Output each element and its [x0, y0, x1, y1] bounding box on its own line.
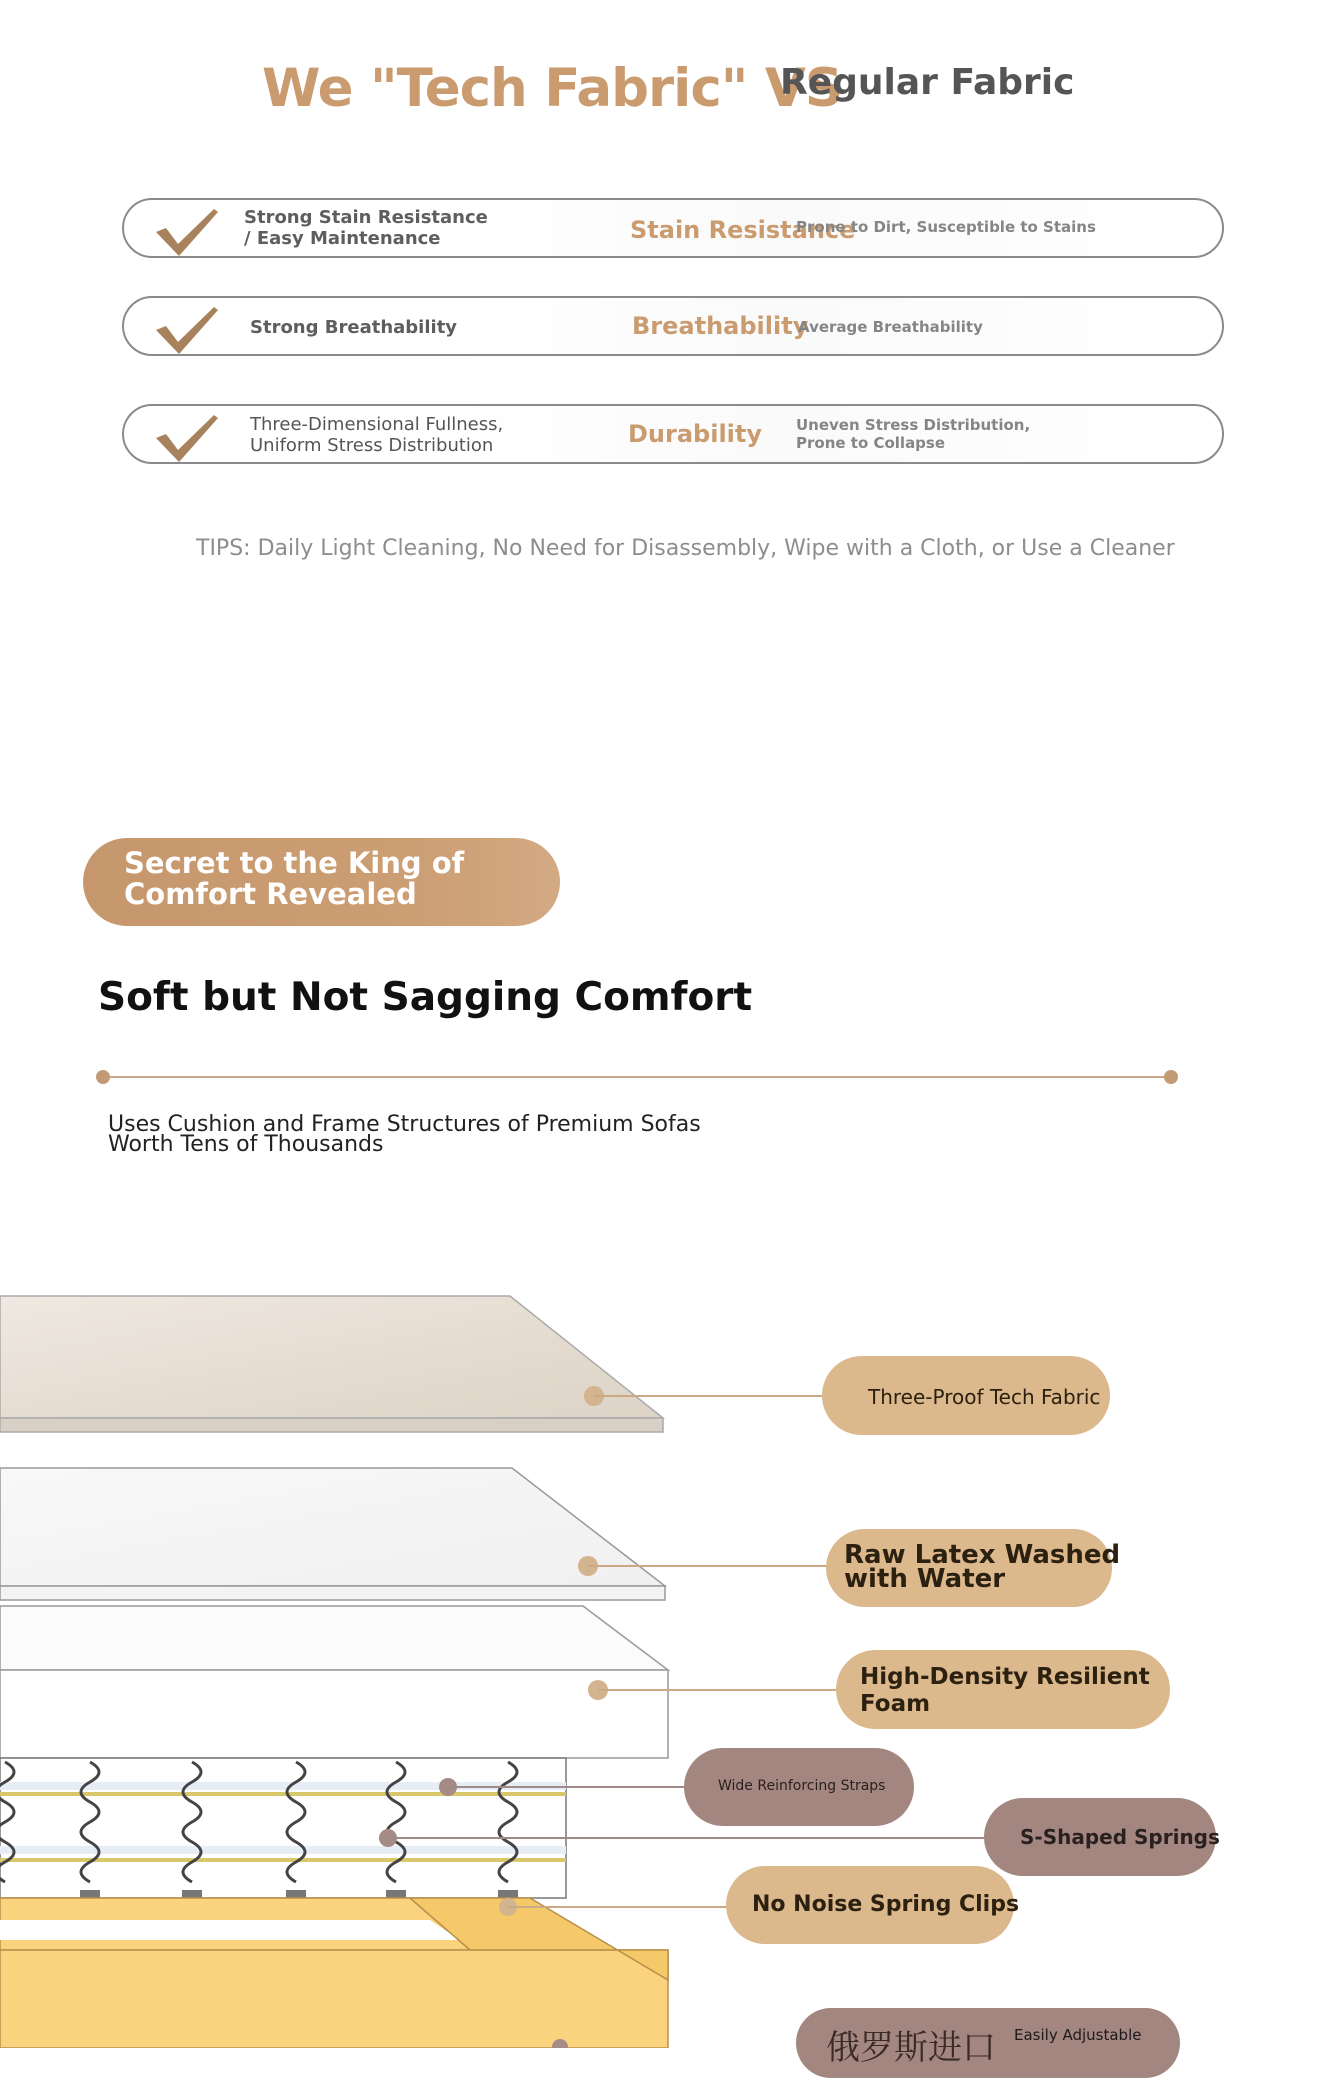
callout-spring-clips: No Noise Spring Clips	[726, 1866, 1014, 1944]
frame-label-english: Easily Adjustable	[1014, 2026, 1142, 2044]
section-badge: Secret to the King of Comfort Revealed	[83, 838, 560, 926]
tech-benefit-breathability: Strong Breathability	[250, 317, 458, 338]
callout-three-proof-fabric: Three-Proof Tech Fabric	[822, 1356, 1110, 1435]
title-tech-fabric: We "Tech Fabric" VS	[262, 58, 843, 119]
fabric-layer	[0, 1296, 663, 1432]
regular-drawback-durability: Uneven Stress Distribution, Prone to Collapse	[796, 416, 1031, 452]
frame-label-chinese: 俄罗斯进口	[826, 2028, 996, 2068]
tech-benefit-stain: Strong Stain Resistance / Easy Maintenance	[244, 207, 488, 249]
connector-straps	[448, 1786, 684, 1788]
regular-drawback-breathability: Average Breathability	[798, 318, 983, 336]
comparison-row-breathability	[122, 296, 1224, 356]
connector-springs	[388, 1837, 984, 1839]
tech-benefit-durability: Three-Dimensional Fullness, Uniform Stress Distribution	[250, 414, 504, 456]
regular-drawback-stain: Prone to Dirt, Susceptible to Stains	[796, 218, 1096, 236]
section-heading: Soft but Not Sagging Comfort	[98, 975, 753, 1020]
spring-layer	[0, 1758, 566, 1904]
checkmark-icon	[154, 304, 220, 356]
feature-durability: Durability	[628, 420, 763, 448]
frame-layer	[0, 1898, 668, 2048]
callout-s-shaped-springs: S-Shaped Springs	[984, 1798, 1216, 1876]
divider-dot-right	[1164, 1070, 1178, 1084]
connector-fabric	[594, 1395, 822, 1397]
feature-stain-resistance: Stain Resistance	[630, 216, 856, 244]
callout-high-density-foam: High-Density Resilient Foam	[836, 1650, 1170, 1729]
comparison-row-durability	[122, 404, 1224, 464]
divider-line	[103, 1076, 1171, 1078]
checkmark-icon	[154, 206, 220, 258]
comparison-row-stain	[122, 198, 1224, 258]
checkmark-icon	[154, 412, 220, 464]
callout-raw-latex: Raw Latex Washed with Water	[826, 1529, 1112, 1607]
connector-foam	[598, 1689, 836, 1691]
foam-layer	[0, 1606, 668, 1758]
title-regular-fabric: Regular Fabric	[780, 62, 1075, 103]
callout-frame-wood	[796, 2008, 1180, 2078]
callout-reinforcing-straps: Wide Reinforcing Straps	[684, 1748, 914, 1826]
cleaning-tips: TIPS: Daily Light Cleaning, No Need for Disassembly, Wipe with a Cloth, or Use a Cleaner	[196, 536, 1175, 561]
section-description: Uses Cushion and Frame Structures of Premium Sofas Worth Tens of Thousands	[108, 1112, 701, 1157]
connector-clips	[508, 1906, 726, 1908]
feature-breathability: Breathability	[632, 312, 809, 340]
divider-dot-left	[96, 1070, 110, 1084]
connector-latex	[588, 1565, 828, 1567]
latex-layer	[0, 1468, 665, 1600]
